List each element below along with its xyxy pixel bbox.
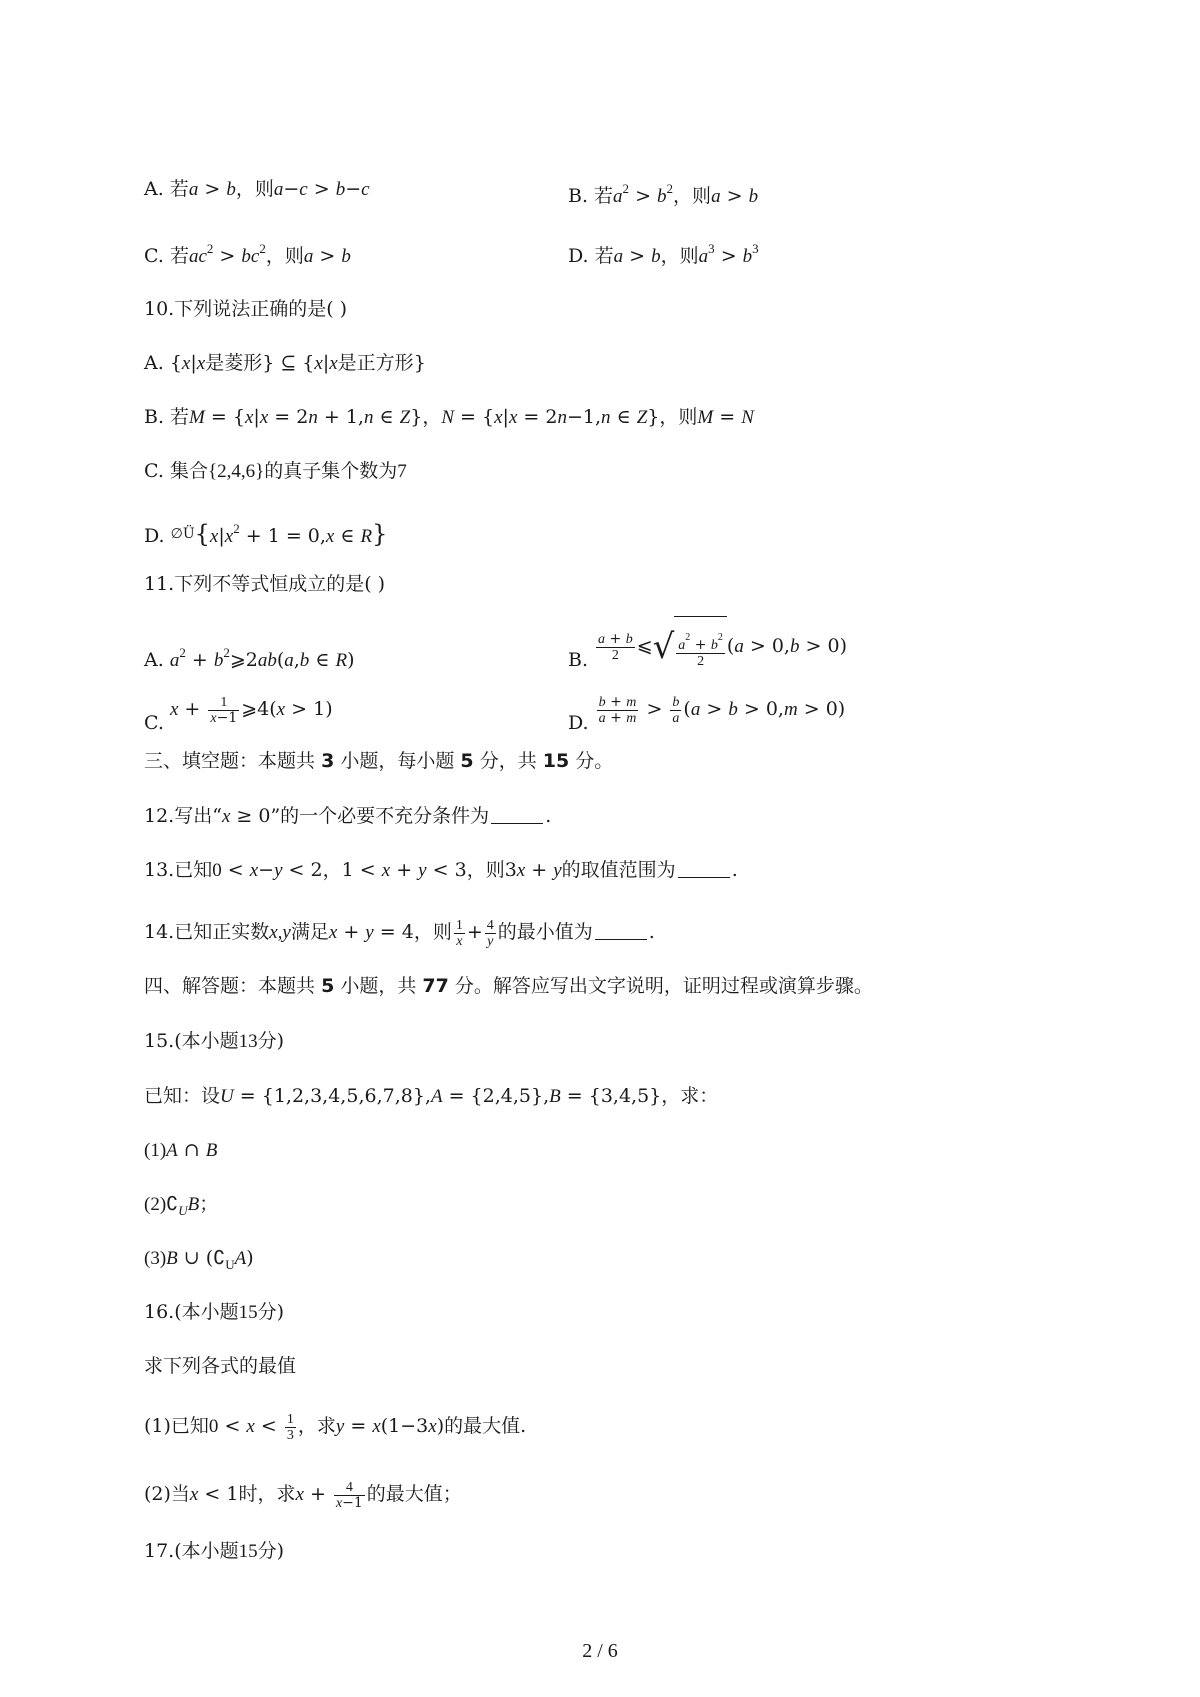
page-number: 2 / 6 xyxy=(582,1640,618,1662)
q11-option-d: D. $\frac{b + m}{a + m}$ > $\frac{b}{a}$ (a > b > 0,m > 0) xyxy=(568,693,846,734)
q14: 14.已知正实数x,y满足x + y = 4，则 $\frac{1}{x}$ + $\frac{4}{y}$ 的最小值为 . xyxy=(144,917,655,949)
q12: 12.写出“x ≥ 0”的一个必要不充分条件为 . xyxy=(144,805,552,827)
q9-option-a: A. 若a > b，则a−c > b−c xyxy=(144,178,370,200)
q16-part-2: (2)当x < 1时，求x + $\frac{4}{x-1}$ 的最大值； xyxy=(144,1479,462,1511)
q14-answer-blank[interactable] xyxy=(595,921,647,940)
q16-part-1: (1)已知0 < x < $\frac{1}{3}$ ，求y = x(1−3x)的最大值. xyxy=(144,1411,527,1443)
q15-part-3: (3)B ∪ $(∁_UA)$ xyxy=(144,1247,254,1272)
q9-option-c: C. 若$ac^2 > bc^2$，则a > b xyxy=(144,241,351,267)
q16-heading: 16.(本小题15分) xyxy=(144,1301,285,1323)
q11-option-a: A. $a^2$ + $b^2⩾2ab(a,b$ ∈ R) xyxy=(144,645,355,671)
q15-heading: 15.(本小题13分) xyxy=(144,1030,285,1052)
q10-option-a: A. {x|x是菱形} ⊆ {x|x是正方形} xyxy=(144,352,426,374)
section-3-heading: 三、填空题：本题共 3 小题，每小题 5 分，共 15 分。 xyxy=(144,750,614,772)
q15-given: 已知：设U = {1,2,3,4,5,6,7,8},A = {2,4,5},B = {3,4,5}，求： xyxy=(144,1085,719,1107)
q9-option-d: D. 若a > b，则$a^3 > b^3$ xyxy=(568,241,759,267)
q12-answer-blank[interactable] xyxy=(491,805,543,824)
q16-stem: 求下列各式的最值 xyxy=(144,1355,297,1377)
q17-heading: 17.(本小题15分) xyxy=(144,1540,285,1562)
q15-part-1: (1)A ∩ B xyxy=(144,1139,218,1161)
q13: 13.已知0 < x−y < 2，1 < x + y < 3，则3x + y的取值范围为 . xyxy=(144,859,738,881)
q10-option-b: B. 若M = {x|x = 2n + 1,n ∈ Z}，N = {x|x = 2n−1,n ∈ Z}，则M = N xyxy=(144,406,754,428)
q11-stem: 11.下列不等式恒成立的是( ) xyxy=(144,573,386,595)
q15-part-2: $(2)∁_UB$； xyxy=(144,1193,219,1218)
q13-answer-blank[interactable] xyxy=(678,859,730,878)
q10-option-d: D. $^{\emptyset Ü}\{x|x^2 + 1 = 0,x$ ∈ R} xyxy=(144,520,388,548)
q9-option-b: B. 若$a^2 > b^2$，则a > b xyxy=(568,181,759,207)
q11-option-c: C. x + $\frac{1}{x-1}$ ⩾4(x > 1) xyxy=(144,694,333,734)
q11-option-b: B. $\frac{a + b}{2}$ ⩽√ $\frac{a^2 + b^2}{2}$ (a > 0,b > 0) xyxy=(568,616,847,690)
q10-stem: 10.下列说法正确的是( ) xyxy=(144,298,348,320)
q10-option-c: C. 集合{2,4,6}的真子集个数为7 xyxy=(144,460,407,482)
section-4-heading: 四、解答题：本题共 5 小题，共 77 分。解答应写出文字说明，证明过程或演算步骤。 xyxy=(144,975,873,997)
